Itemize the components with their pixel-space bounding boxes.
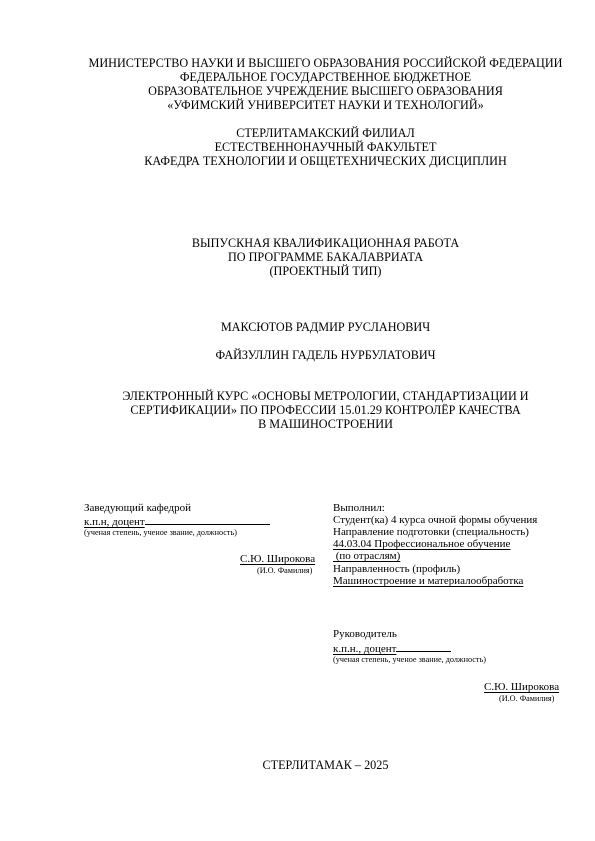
supervisor-name: С.Ю. Широкова (484, 681, 560, 693)
institution-type-line-2: ОБРАЗОВАТЕЛЬНОЕ УЧРЕЖДЕНИЕ ВЫСШЕГО ОБРАЗОВАНИЯ (148, 84, 503, 98)
ministry-line: МИНИСТЕРСТВО НАУКИ И ВЫСШЕГО ОБРАЗОВАНИЯ РОССИЙСКОЙ ФЕДЕРАЦИИ (88, 56, 563, 70)
head-of-dept-degree-underline (145, 514, 270, 525)
work-program: ПО ПРОГРАММЕ БАКАЛАВРИАТА (227, 250, 424, 264)
department-name: КАФЕДРА ТЕХНОЛОГИИ И ОБЩЕТЕХНИЧЕСКИХ ДИСЦИПЛИН (144, 154, 507, 168)
direction-value-cont: (по отраслям) (333, 550, 401, 562)
head-of-dept-degree-caption: (ученая степень, ученое звание, должность) (84, 528, 237, 537)
supervisor-degree-field (333, 641, 451, 656)
author-1: МАКСЮТОВ РАДМИР РУСЛАНОВИЧ (220, 320, 431, 334)
supervisor-title: Руководитель (333, 628, 397, 640)
head-of-dept-name: С.Ю. Широкова (240, 553, 316, 565)
topic-line-1: ЭЛЕКТРОННЫЙ КУРС «ОСНОВЫ МЕТРОЛОГИИ, СТАНДАРТИЗАЦИИ И (122, 389, 529, 403)
profile-label: Направленность (профиль) (333, 563, 461, 575)
direction-value: 44.03.04 Профессиональное обучение (333, 538, 511, 550)
university-name: «УФИМСКИЙ УНИВЕРСИТЕТ НАУКИ И ТЕХНОЛОГИЙ» (167, 98, 484, 112)
direction-label: Направление подготовки (специальность) (333, 526, 529, 538)
supervisor-degree: к.п.н., доцент (333, 643, 397, 655)
topic-line-2: СЕРТИФИКАЦИИ» ПО ПРОФЕССИИ 15.01.29 КОНТРОЛЁР КАЧЕСТВА (130, 403, 521, 417)
topic-line-3: В МАШИНОСТРОЕНИИ (258, 417, 393, 431)
head-of-dept-title: Заведующий кафедрой (84, 502, 191, 514)
head-of-dept-degree-field (84, 514, 270, 529)
work-type: ВЫПУСКНАЯ КВАЛИФИКАЦИОННАЯ РАБОТА (191, 236, 460, 250)
work-kind: (ПРОЕКТНЫЙ ТИП) (269, 264, 382, 278)
profile-value: Машиностроение и материалообработка (333, 575, 524, 587)
author-2: ФАЙЗУЛЛИН ГАДЕЛЬ НУРБУЛАТОВИЧ (215, 348, 436, 362)
supervisor-name-caption: (И.О. Фамилия) (499, 694, 555, 703)
performer-student: Студент(ка) 4 курса очной формы обучения (333, 514, 538, 526)
supervisor-degree-underline (396, 641, 451, 652)
branch-name: СТЕРЛИТАМАКСКИЙ ФИЛИАЛ (236, 126, 415, 140)
head-of-dept-name-caption: (И.О. Фамилия) (257, 566, 313, 575)
head-of-dept-degree: к.п.н, доцент (84, 516, 145, 528)
city-year: СТЕРЛИТАМАК – 2025 (262, 758, 389, 772)
supervisor-degree-caption: (ученая степень, ученое звание, должность) (333, 655, 486, 664)
faculty-name: ЕСТЕСТВЕННОНАУЧНЫЙ ФАКУЛЬТЕТ (214, 140, 437, 154)
performer-title: Выполнил: (333, 502, 385, 514)
institution-type-line: ФЕДЕРАЛЬНОЕ ГОСУДАРСТВЕННОЕ БЮДЖЕТНОЕ (179, 70, 472, 84)
